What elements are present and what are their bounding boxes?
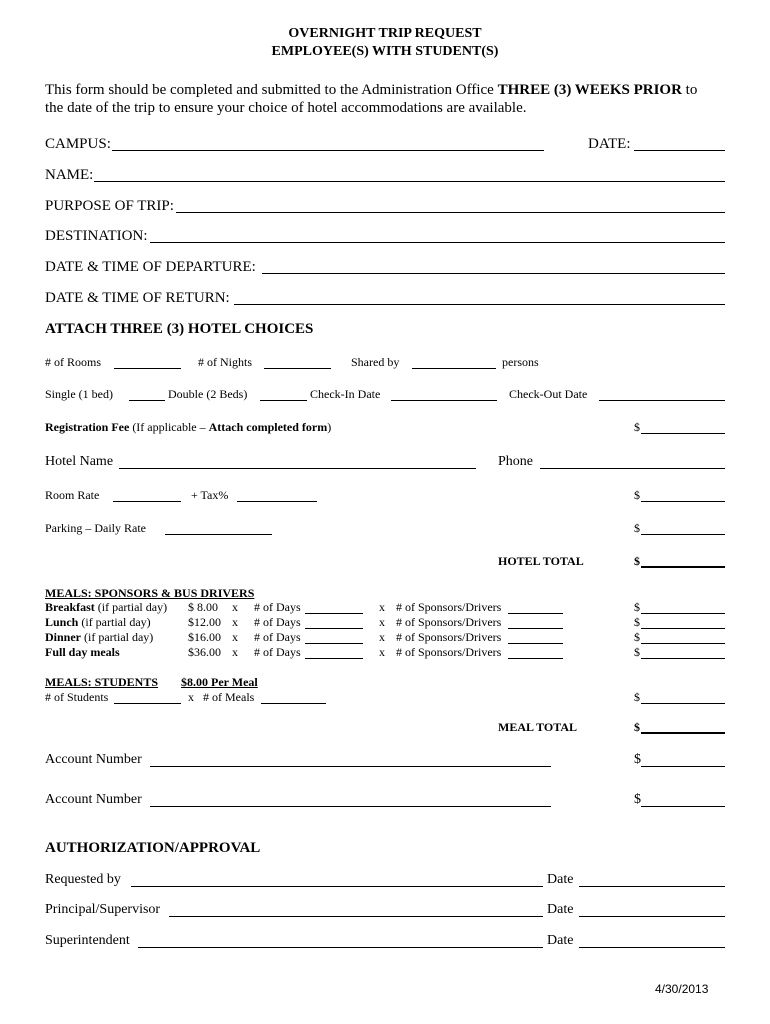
requested-date-label: Date	[547, 872, 574, 887]
meal-total-label: MEAL TOTAL	[498, 720, 578, 734]
meal-price: $16.00	[188, 630, 221, 644]
meal-note: (if partial day)	[81, 630, 154, 644]
meal-total-field[interactable]	[641, 613, 725, 614]
meal-dollar: $	[634, 615, 640, 629]
students-label: # of Students	[45, 690, 109, 704]
registration-fee-text: Registration Fee	[45, 420, 130, 434]
meal-label	[45, 600, 167, 614]
intro-emphasis: THREE (3) WEEKS PRIOR	[497, 82, 682, 98]
principal-date-label: Date	[547, 902, 574, 917]
room-rate-label: Room Rate	[45, 488, 100, 502]
tax-label: + Tax%	[191, 488, 229, 502]
phone-field[interactable]	[540, 468, 725, 469]
meals-sponsors-heading: MEALS: SPONSORS & BUS DRIVERS	[45, 586, 255, 600]
registration-fee-note-end: )	[327, 420, 332, 434]
students-meal-total-field[interactable]	[641, 703, 725, 704]
superintendent-date-field[interactable]	[579, 947, 725, 948]
account-number-field-2[interactable]	[150, 806, 551, 807]
meal-total-field[interactable]	[641, 628, 725, 629]
name-label: NAME:	[45, 167, 94, 183]
account-number-label-1: Account Number	[45, 752, 142, 767]
days-label: # of Days	[254, 645, 301, 659]
days-label: # of Days	[254, 630, 301, 644]
double-label: Double (2 Beds)	[168, 387, 248, 401]
registration-fee-note: (If applicable –	[129, 420, 209, 434]
single-field[interactable]	[129, 400, 165, 401]
rooms-field[interactable]	[114, 368, 181, 369]
meals-label: # of Meals	[203, 690, 255, 704]
sponsors-field[interactable]	[508, 613, 563, 614]
meal-total-field[interactable]	[641, 658, 725, 659]
tax-field[interactable]	[237, 501, 317, 502]
room-rate-total-field[interactable]	[641, 501, 725, 502]
superintendent-label: Superintendent	[45, 933, 130, 948]
form-title: OVERNIGHT TRIP REQUEST	[288, 26, 482, 41]
form-subtitle: EMPLOYEE(S) WITH STUDENT(S)	[271, 44, 499, 59]
parking-label: Parking – Daily Rate	[45, 521, 146, 535]
meal-name: Breakfast	[45, 600, 95, 614]
days-field[interactable]	[305, 628, 363, 629]
meal-total-field[interactable]	[641, 732, 725, 734]
account-number-field-1[interactable]	[150, 766, 551, 767]
meal-price: $12.00	[188, 615, 221, 629]
multiply-sign: x	[379, 630, 385, 644]
meal-dollar: $	[634, 645, 640, 659]
revision-date: 4/30/2013	[655, 982, 709, 996]
meal-label	[45, 630, 153, 644]
registration-fee-attach: Attach completed form	[208, 420, 328, 434]
double-field[interactable]	[260, 400, 307, 401]
authorization-heading: AUTHORIZATION/APPROVAL	[45, 840, 261, 856]
meals-students-heading: MEALS: STUDENTS	[45, 675, 159, 689]
name-field[interactable]	[94, 181, 725, 182]
sponsors-label: # of Sponsors/Drivers	[396, 615, 502, 629]
multiply-sign: x	[232, 630, 238, 644]
meal-price: $ 8.00	[188, 600, 218, 614]
meal-label	[45, 645, 120, 659]
room-rate-dollar: $	[634, 488, 640, 502]
campus-field[interactable]	[112, 150, 544, 151]
per-meal-price: $8.00 Per Meal	[181, 675, 258, 689]
meal-note: (if partial day)	[78, 615, 151, 629]
single-label: Single (1 bed)	[45, 387, 113, 401]
days-field[interactable]	[305, 643, 363, 644]
multiply-sign: x	[379, 600, 385, 614]
meal-price: $36.00	[188, 645, 221, 659]
room-rate-field[interactable]	[113, 501, 181, 502]
persons-label: persons	[502, 355, 539, 369]
principal-date-field[interactable]	[579, 916, 725, 917]
intro-text-end: to	[681, 82, 698, 98]
intro-line-1	[45, 82, 697, 99]
sponsors-label: # of Sponsors/Drivers	[396, 600, 502, 614]
registration-fee-label	[45, 420, 331, 434]
campus-label: CAMPUS:	[45, 136, 111, 152]
meal-name: Dinner	[45, 630, 81, 644]
meal-total-field[interactable]	[641, 643, 725, 644]
principal-label: Principal/Supervisor	[45, 902, 161, 917]
days-label: # of Days	[254, 600, 301, 614]
hotel-total-field[interactable]	[641, 566, 725, 568]
multiply-sign: x	[379, 615, 385, 629]
multiply-sign: x	[188, 690, 194, 704]
requested-by-field[interactable]	[131, 886, 543, 887]
students-meal-dollar: $	[634, 690, 640, 704]
meal-total-dollar: $	[634, 720, 640, 734]
purpose-label: PURPOSE OF TRIP:	[45, 198, 174, 214]
registration-fee-dollar: $	[634, 420, 640, 434]
account-number-label-2: Account Number	[45, 792, 142, 807]
account-amount-field-2[interactable]	[641, 806, 725, 807]
account-dollar-1: $	[634, 752, 641, 767]
sponsors-field[interactable]	[508, 628, 563, 629]
shared-by-label: Shared by	[351, 355, 400, 369]
account-dollar-2: $	[634, 792, 641, 807]
intro-text: This form should be completed and submitted to the Administration Office	[45, 82, 498, 98]
hotel-total-label: HOTEL TOTAL	[498, 554, 584, 568]
students-field[interactable]	[114, 703, 181, 704]
meal-label	[45, 615, 151, 629]
phone-label: Phone	[498, 454, 533, 469]
sponsors-field[interactable]	[508, 658, 563, 659]
account-amount-field-1[interactable]	[641, 766, 725, 767]
return-field[interactable]	[234, 304, 725, 305]
requested-by-label: Requested by	[45, 872, 121, 887]
sponsors-field[interactable]	[508, 643, 563, 644]
superintendent-date-label: Date	[547, 933, 574, 948]
hotel-name-label: Hotel Name	[45, 454, 114, 469]
meal-dollar: $	[634, 630, 640, 644]
meal-name: Lunch	[45, 615, 79, 629]
parking-dollar: $	[634, 521, 640, 535]
hotel-heading: ATTACH THREE (3) HOTEL CHOICES	[45, 321, 314, 337]
hotel-name-field[interactable]	[119, 468, 476, 469]
days-field[interactable]	[305, 658, 363, 659]
meal-note: (if partial day)	[94, 600, 168, 614]
intro-line-2: the date of the trip to ensure your choice of hotel accommodations are available.	[45, 100, 527, 116]
days-label: # of Days	[254, 615, 301, 629]
requested-date-field[interactable]	[579, 886, 725, 887]
nights-label: # of Nights	[198, 355, 252, 369]
destination-field[interactable]	[150, 242, 725, 243]
superintendent-field[interactable]	[138, 947, 543, 948]
meal-dollar: $	[634, 600, 640, 614]
principal-field[interactable]	[169, 916, 543, 917]
check-out-label: Check-Out Date	[509, 387, 588, 401]
check-in-field[interactable]	[391, 400, 497, 401]
multiply-sign: x	[232, 615, 238, 629]
date-label: DATE:	[588, 136, 631, 152]
purpose-field[interactable]	[176, 212, 725, 213]
registration-fee-field[interactable]	[641, 433, 725, 434]
date-field[interactable]	[634, 150, 725, 151]
rooms-label: # of Rooms	[45, 355, 102, 369]
days-field[interactable]	[305, 613, 363, 614]
sponsors-label: # of Sponsors/Drivers	[396, 645, 502, 659]
nights-field[interactable]	[264, 368, 331, 369]
destination-label: DESTINATION:	[45, 228, 148, 244]
return-label: DATE & TIME OF RETURN:	[45, 290, 230, 306]
multiply-sign: x	[379, 645, 385, 659]
departure-label: DATE & TIME OF DEPARTURE:	[45, 259, 256, 275]
parking-total-field[interactable]	[641, 534, 725, 535]
check-in-label: Check-In Date	[310, 387, 381, 401]
multiply-sign: x	[232, 645, 238, 659]
sponsors-label: # of Sponsors/Drivers	[396, 630, 502, 644]
shared-by-field[interactable]	[412, 368, 496, 369]
meal-name: Full day meals	[45, 645, 120, 659]
multiply-sign: x	[232, 600, 238, 614]
meals-field[interactable]	[261, 703, 326, 704]
check-out-field[interactable]	[599, 400, 725, 401]
parking-field[interactable]	[165, 534, 272, 535]
hotel-total-dollar: $	[634, 554, 640, 568]
departure-field[interactable]	[262, 273, 725, 274]
